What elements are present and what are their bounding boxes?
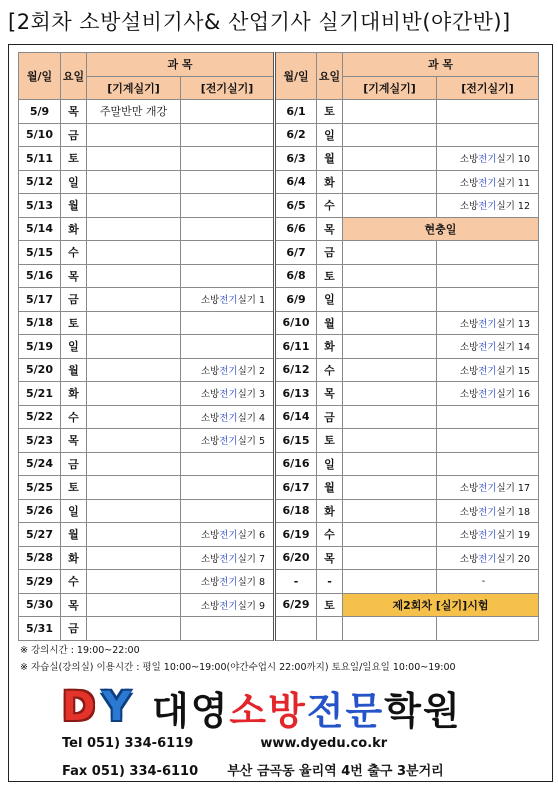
table-row xyxy=(19,570,539,594)
header-mech: [기계실기] xyxy=(343,76,437,100)
mech-cell xyxy=(87,617,181,641)
mech-cell: 주말반만 개강 xyxy=(87,100,181,124)
date-cell: 6/1 xyxy=(275,100,317,124)
date-cell: 5/11 xyxy=(19,147,61,171)
date-cell: 6/17 xyxy=(275,476,317,500)
table-row xyxy=(19,429,539,453)
date-cell: 6/2 xyxy=(275,123,317,147)
dow-cell: 금 xyxy=(317,405,343,429)
dow-cell: 화 xyxy=(317,499,343,523)
elec-cell xyxy=(437,617,539,641)
mech-cell xyxy=(87,382,181,406)
elec-word: 전기 xyxy=(478,506,497,518)
elec-suffix: 실기 7 xyxy=(237,553,265,565)
mech-cell xyxy=(87,241,181,265)
dow-cell: 화 xyxy=(317,170,343,194)
elec-prefix: 소방 xyxy=(200,600,220,612)
elec-cell xyxy=(181,217,275,241)
mech-cell xyxy=(343,241,437,265)
mech-cell xyxy=(87,499,181,523)
date-cell: 5/30 xyxy=(19,593,61,617)
date-cell: 5/31 xyxy=(19,617,61,641)
header-elec: [전기실기] xyxy=(437,76,539,100)
elec-cell xyxy=(181,405,275,429)
dow-cell: 금 xyxy=(61,123,87,147)
elec-prefix: 소방 xyxy=(459,318,479,330)
elec-cell xyxy=(437,241,539,265)
table-row xyxy=(19,499,539,523)
elec-cell xyxy=(437,147,539,171)
elec-cell xyxy=(437,499,539,523)
date-cell: 6/6 xyxy=(275,217,317,241)
dow-cell: 목 xyxy=(317,217,343,241)
dow-cell xyxy=(317,617,343,641)
elec-word: 전기 xyxy=(219,600,238,612)
elec-suffix: - xyxy=(481,575,486,587)
elec-cell xyxy=(181,382,275,406)
elec-suffix: 실기 16 xyxy=(496,389,530,401)
mech-cell xyxy=(343,405,437,429)
exam-cell: 제2회차 [실기]시험 xyxy=(343,593,539,617)
date-cell: 6/14 xyxy=(275,405,317,429)
elec-suffix: 실기 4 xyxy=(237,412,265,424)
mech-cell xyxy=(343,170,437,194)
elec-prefix: 소방 xyxy=(459,389,479,401)
elec-cell xyxy=(181,358,275,382)
date-cell: 5/15 xyxy=(19,241,61,265)
date-cell: 5/26 xyxy=(19,499,61,523)
mech-cell xyxy=(87,311,181,335)
header-subject: 과 목 xyxy=(87,53,275,77)
dow-cell: 화 xyxy=(317,335,343,359)
table-row xyxy=(19,358,539,382)
date-cell: 6/20 xyxy=(275,546,317,570)
elec-cell xyxy=(181,100,275,124)
dow-cell: 수 xyxy=(317,523,343,547)
date-cell: 6/7 xyxy=(275,241,317,265)
date-cell: 6/16 xyxy=(275,452,317,476)
elec-prefix: 소방 xyxy=(459,483,479,495)
mech-cell xyxy=(87,405,181,429)
elec-word: 전기 xyxy=(219,412,238,424)
dow-cell: 화 xyxy=(61,217,87,241)
table-row xyxy=(19,217,539,241)
elec-cell xyxy=(181,593,275,617)
dow-cell: 목 xyxy=(317,546,343,570)
elec-cell xyxy=(181,288,275,312)
header-dow: 요일 xyxy=(61,53,87,100)
elec-word: 전기 xyxy=(219,577,238,589)
dow-cell: - xyxy=(317,570,343,594)
elec-word: 전기 xyxy=(219,553,238,565)
header-date: 월/일 xyxy=(19,53,61,100)
elec-prefix: 소방 xyxy=(459,553,479,565)
table-row xyxy=(19,100,539,124)
mech-cell xyxy=(343,311,437,335)
mech-cell xyxy=(343,452,437,476)
elec-suffix: 실기 18 xyxy=(496,506,530,518)
mech-cell xyxy=(343,570,437,594)
dow-cell: 목 xyxy=(61,264,87,288)
mech-cell xyxy=(343,264,437,288)
table-row xyxy=(19,241,539,265)
header-date: 월/일 xyxy=(275,53,317,100)
mech-cell xyxy=(343,499,437,523)
date-cell: 5/17 xyxy=(19,288,61,312)
brand-logo xyxy=(60,682,462,732)
elec-suffix: 실기 2 xyxy=(237,365,265,377)
fax-number: Fax 051) 334-6110 xyxy=(62,764,199,779)
dow-cell: 수 xyxy=(61,405,87,429)
elec-word: 전기 xyxy=(219,389,238,401)
elec-cell xyxy=(181,476,275,500)
elec-suffix: 실기 17 xyxy=(496,483,530,495)
elec-cell xyxy=(181,147,275,171)
elec-prefix: 소방 xyxy=(200,365,220,377)
schedule-table xyxy=(18,52,539,641)
mech-cell xyxy=(343,100,437,124)
elec-suffix: 실기 20 xyxy=(496,553,530,565)
dow-cell: 월 xyxy=(61,194,87,218)
table-row xyxy=(19,123,539,147)
dow-cell: 토 xyxy=(317,429,343,453)
mech-cell xyxy=(343,123,437,147)
elec-word: 전기 xyxy=(478,342,497,354)
dow-cell: 목 xyxy=(317,382,343,406)
address: 부산 금곡동 율리역 4번 출구 3분거리 xyxy=(227,764,444,779)
date-cell: 6/4 xyxy=(275,170,317,194)
dow-cell: 일 xyxy=(61,499,87,523)
dow-cell: 일 xyxy=(317,288,343,312)
date-cell: 6/12 xyxy=(275,358,317,382)
elec-cell xyxy=(181,335,275,359)
contact-row-2 xyxy=(62,760,444,779)
dow-cell: 수 xyxy=(317,358,343,382)
elec-cell xyxy=(181,570,275,594)
date-cell: 5/24 xyxy=(19,452,61,476)
table-row xyxy=(19,335,539,359)
dow-cell: 화 xyxy=(61,546,87,570)
table-row xyxy=(19,405,539,429)
date-cell: 5/29 xyxy=(19,570,61,594)
study-room-note: ※ 자습실(강의실) 이용시간 : 평일 10:00~19:00(야간수업시 22:00까지) 토요일/일요일 10:00~19:00 xyxy=(20,662,456,673)
elec-cell xyxy=(181,170,275,194)
elec-word: 전기 xyxy=(478,318,497,330)
elec-cell xyxy=(437,123,539,147)
mech-cell xyxy=(343,476,437,500)
elec-cell xyxy=(181,429,275,453)
elec-cell xyxy=(437,100,539,124)
elec-prefix: 소방 xyxy=(459,177,479,189)
elec-cell xyxy=(437,311,539,335)
dy-logo-icon: D Y xyxy=(62,684,131,730)
dow-cell: 금 xyxy=(61,288,87,312)
elec-cell xyxy=(437,452,539,476)
date-cell: 5/27 xyxy=(19,523,61,547)
elec-prefix: 소방 xyxy=(200,389,220,401)
mech-cell xyxy=(87,429,181,453)
dow-cell: 금 xyxy=(317,241,343,265)
dow-cell: 토 xyxy=(317,264,343,288)
elec-cell xyxy=(181,523,275,547)
header-mech: [기계실기] xyxy=(87,76,181,100)
elec-prefix: 소방 xyxy=(459,506,479,518)
elec-cell xyxy=(181,194,275,218)
elec-prefix: 소방 xyxy=(200,295,220,307)
dow-cell: 수 xyxy=(61,570,87,594)
elec-cell xyxy=(437,546,539,570)
date-cell: 5/12 xyxy=(19,170,61,194)
dow-cell: 목 xyxy=(61,593,87,617)
date-cell: 5/25 xyxy=(19,476,61,500)
mech-cell xyxy=(87,546,181,570)
date-cell: 6/19 xyxy=(275,523,317,547)
elec-prefix: 소방 xyxy=(459,365,479,377)
elec-word: 전기 xyxy=(219,530,238,542)
mech-cell xyxy=(343,523,437,547)
elec-word: 전기 xyxy=(478,177,497,189)
table-row xyxy=(19,476,539,500)
tel-number: Tel 051) 334-6119 xyxy=(62,736,194,751)
elec-cell xyxy=(437,429,539,453)
dow-cell: 토 xyxy=(317,100,343,124)
dow-cell: 토 xyxy=(317,593,343,617)
dow-cell: 토 xyxy=(61,147,87,171)
dow-cell: 토 xyxy=(61,311,87,335)
elec-cell xyxy=(437,288,539,312)
date-cell: 5/19 xyxy=(19,335,61,359)
date-cell: 6/9 xyxy=(275,288,317,312)
mech-cell xyxy=(343,617,437,641)
elec-suffix: 실기 5 xyxy=(237,436,265,448)
mech-cell xyxy=(87,593,181,617)
elec-prefix: 소방 xyxy=(459,530,479,542)
elec-suffix: 실기 8 xyxy=(237,577,265,589)
elec-suffix: 실기 15 xyxy=(496,365,530,377)
date-cell: 6/5 xyxy=(275,194,317,218)
dow-cell: 수 xyxy=(61,241,87,265)
mech-cell xyxy=(87,523,181,547)
date-cell: 5/14 xyxy=(19,217,61,241)
dow-cell: 일 xyxy=(61,335,87,359)
elec-prefix: 소방 xyxy=(200,436,220,448)
elec-cell xyxy=(181,452,275,476)
elec-word: 전기 xyxy=(478,389,497,401)
elec-cell xyxy=(437,264,539,288)
mech-cell xyxy=(343,382,437,406)
mech-cell xyxy=(343,288,437,312)
dow-cell: 월 xyxy=(61,358,87,382)
elec-word: 전기 xyxy=(219,295,238,307)
table-row xyxy=(19,617,539,641)
elec-prefix: 소방 xyxy=(459,154,479,166)
dow-cell: 금 xyxy=(61,617,87,641)
date-cell: 5/10 xyxy=(19,123,61,147)
elec-cell xyxy=(437,170,539,194)
dow-cell: 일 xyxy=(317,123,343,147)
mech-cell xyxy=(87,570,181,594)
dow-cell: 일 xyxy=(317,452,343,476)
date-cell: 6/3 xyxy=(275,147,317,171)
header-elec: [전기실기] xyxy=(181,76,275,100)
elec-cell xyxy=(181,499,275,523)
page-title: [2회차 소방설비기사& 산업기사 실기대비반(야간반)] xyxy=(8,10,511,34)
dow-cell: 화 xyxy=(61,382,87,406)
mech-cell xyxy=(343,194,437,218)
table-row xyxy=(19,546,539,570)
dow-cell: 토 xyxy=(61,476,87,500)
mech-cell xyxy=(343,546,437,570)
elec-prefix: 소방 xyxy=(200,530,220,542)
dow-cell: 월 xyxy=(61,523,87,547)
mech-cell xyxy=(87,335,181,359)
website-link[interactable]: www.dyedu.co.kr xyxy=(260,736,388,751)
dow-cell: 금 xyxy=(61,452,87,476)
table-row xyxy=(19,311,539,335)
mech-cell xyxy=(87,264,181,288)
elec-prefix: 소방 xyxy=(200,553,220,565)
elec-word: 전기 xyxy=(478,553,497,565)
elec-cell xyxy=(437,382,539,406)
table-row xyxy=(19,170,539,194)
elec-cell xyxy=(437,523,539,547)
elec-cell xyxy=(437,570,539,594)
elec-suffix: 실기 11 xyxy=(496,177,530,189)
mech-cell xyxy=(87,170,181,194)
mech-cell xyxy=(87,288,181,312)
holiday-cell: 현충일 xyxy=(343,217,539,241)
elec-cell xyxy=(181,546,275,570)
elec-suffix: 실기 13 xyxy=(496,318,530,330)
elec-prefix: 소방 xyxy=(200,577,220,589)
mech-cell xyxy=(87,217,181,241)
contact-row-1 xyxy=(62,736,387,751)
table-row xyxy=(19,523,539,547)
table-row xyxy=(19,194,539,218)
elec-cell xyxy=(181,123,275,147)
elec-suffix: 실기 6 xyxy=(237,530,265,542)
elec-suffix: 실기 14 xyxy=(496,342,530,354)
elec-suffix: 실기 12 xyxy=(496,201,530,213)
dow-cell: 목 xyxy=(61,429,87,453)
elec-suffix: 실기 9 xyxy=(237,600,265,612)
elec-word: 전기 xyxy=(219,436,238,448)
elec-word: 전기 xyxy=(478,154,497,166)
date-cell: 5/13 xyxy=(19,194,61,218)
date-cell: 5/23 xyxy=(19,429,61,453)
lecture-time-note: ※ 강의시간 : 19:00~22:00 xyxy=(20,645,140,656)
elec-cell xyxy=(181,241,275,265)
mech-cell xyxy=(87,194,181,218)
elec-suffix: 실기 19 xyxy=(496,530,530,542)
elec-word: 전기 xyxy=(478,530,497,542)
elec-cell xyxy=(437,405,539,429)
elec-cell xyxy=(437,358,539,382)
date-cell xyxy=(275,617,317,641)
table-row xyxy=(19,452,539,476)
elec-suffix: 실기 10 xyxy=(496,154,530,166)
dow-cell: 목 xyxy=(61,100,87,124)
elec-word: 전기 xyxy=(219,365,238,377)
mech-cell xyxy=(87,476,181,500)
table-row xyxy=(19,147,539,171)
elec-cell xyxy=(181,264,275,288)
elec-suffix: 실기 3 xyxy=(237,389,265,401)
dow-cell: 수 xyxy=(317,194,343,218)
table-row xyxy=(19,382,539,406)
date-cell: 6/18 xyxy=(275,499,317,523)
elec-cell xyxy=(437,476,539,500)
header-subject: 과 목 xyxy=(343,53,539,77)
date-cell: 5/16 xyxy=(19,264,61,288)
date-cell: 6/15 xyxy=(275,429,317,453)
header-dow: 요일 xyxy=(317,53,343,100)
elec-prefix: 소방 xyxy=(459,342,479,354)
dow-cell: 일 xyxy=(61,170,87,194)
elec-cell xyxy=(437,194,539,218)
date-cell: 5/28 xyxy=(19,546,61,570)
date-cell: 5/20 xyxy=(19,358,61,382)
date-cell: 6/8 xyxy=(275,264,317,288)
mech-cell xyxy=(343,358,437,382)
mech-cell xyxy=(87,123,181,147)
academy-name: 대영소방전문학원 xyxy=(152,688,462,733)
mech-cell xyxy=(87,147,181,171)
date-cell: 6/29 xyxy=(275,593,317,617)
date-cell: 6/10 xyxy=(275,311,317,335)
dow-cell: 월 xyxy=(317,311,343,335)
elec-prefix: 소방 xyxy=(200,412,220,424)
date-cell: 5/18 xyxy=(19,311,61,335)
table-row xyxy=(19,288,539,312)
date-cell: 5/22 xyxy=(19,405,61,429)
dow-cell: 월 xyxy=(317,476,343,500)
notes xyxy=(20,642,456,676)
date-cell: - xyxy=(275,570,317,594)
elec-word: 전기 xyxy=(478,201,497,213)
mech-cell xyxy=(343,429,437,453)
elec-prefix: 소방 xyxy=(459,201,479,213)
elec-cell xyxy=(437,335,539,359)
dow-cell: 월 xyxy=(317,147,343,171)
date-cell: 6/13 xyxy=(275,382,317,406)
date-cell: 5/21 xyxy=(19,382,61,406)
mech-cell xyxy=(87,452,181,476)
date-cell: 5/9 xyxy=(19,100,61,124)
elec-word: 전기 xyxy=(478,483,497,495)
mech-cell xyxy=(87,358,181,382)
elec-cell xyxy=(181,617,275,641)
table-row xyxy=(19,264,539,288)
elec-word: 전기 xyxy=(478,365,497,377)
elec-cell xyxy=(181,311,275,335)
elec-suffix: 실기 1 xyxy=(237,295,265,307)
mech-cell xyxy=(343,147,437,171)
mech-cell xyxy=(343,335,437,359)
date-cell: 6/11 xyxy=(275,335,317,359)
table-row xyxy=(19,593,539,617)
